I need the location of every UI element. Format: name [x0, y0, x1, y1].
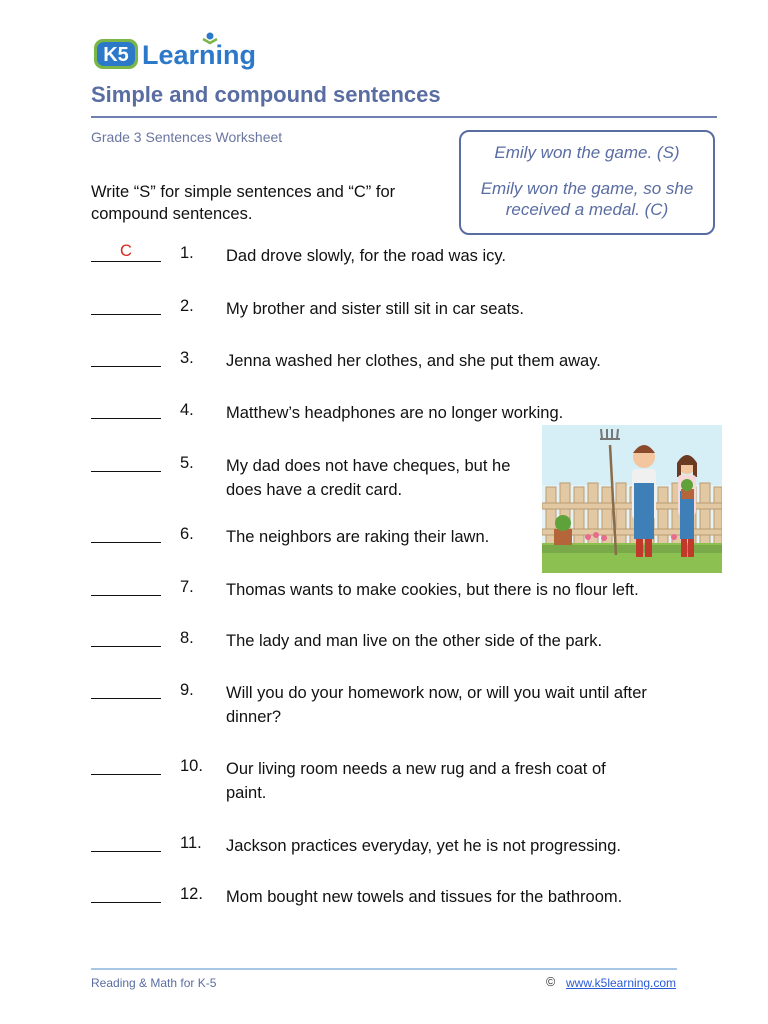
question-sentence: Jackson practices everyday, yet he is not progressing.: [226, 837, 621, 855]
question-sentence: Jenna washed her clothes, and she put them away.: [226, 352, 601, 370]
question-sentence: Our living room needs a new rug and a fresh coat of paint.: [226, 760, 606, 802]
question-number: 11.: [180, 834, 202, 852]
answer-blank: [91, 542, 161, 543]
instructions: Write “S” for simple sentences and “C” for compound sentences.: [91, 183, 396, 223]
answer-blank: [91, 314, 161, 315]
question-sentence: The neighbors are raking their lawn.: [226, 528, 490, 546]
question-sentence: Will you do your homework now, or will you wait until after dinner?: [226, 684, 647, 726]
question-sentence: My brother and sister still sit in car seats.: [226, 300, 525, 318]
answer-blank: [91, 471, 161, 472]
answer-blank: [91, 261, 161, 262]
question-number: 10.: [180, 757, 203, 775]
question-number: 7.: [180, 578, 194, 596]
worksheet-subtitle: Grade 3 Sentences Worksheet: [91, 129, 283, 145]
logo-wordmark: Learning: [142, 40, 257, 70]
question-number: 6.: [180, 525, 194, 543]
title-divider: [91, 116, 717, 118]
question-sentence: My dad does not have cheques, but he does have a credit card.: [226, 457, 511, 499]
logo-badge-text: K5: [103, 44, 129, 66]
question-sentence: Thomas wants to make cookies, but there is no flour left.: [226, 581, 639, 599]
logo-figure-icon: [207, 33, 214, 40]
question-number: 5.: [180, 454, 194, 472]
answer-blank: [91, 851, 161, 852]
answer-blank: [91, 418, 161, 419]
question-number: 8.: [180, 629, 194, 647]
answer-blank: [91, 774, 161, 775]
question-sentence: Mom bought new towels and tissues for the bathroom.: [226, 888, 623, 906]
example-compound: Emily won the game, so she received a medal. (C): [480, 179, 694, 219]
answer-blank: [91, 902, 161, 903]
question-number: 4.: [180, 401, 194, 419]
answer-blank: [91, 595, 161, 596]
question-number: 3.: [180, 349, 194, 367]
example-box: [459, 130, 715, 235]
answer-blank: [91, 698, 161, 699]
example-simple: Emily won the game. (S): [494, 143, 680, 162]
question-sentence: Dad drove slowly, for the road was icy.: [226, 247, 507, 265]
question-number: 2.: [180, 297, 194, 315]
k5-learning-logo: [92, 30, 257, 72]
footer-tagline: Reading & Math for K-5: [91, 976, 217, 990]
gardeners-illustration: [542, 425, 722, 573]
answer-text: C: [120, 242, 132, 260]
footer-divider: [91, 968, 677, 970]
question-number: 12.: [180, 885, 203, 903]
website-link[interactable]: www.k5learning.com: [566, 976, 677, 990]
question-sentence: Matthew’s headphones are no longer working.: [226, 404, 564, 422]
page-title: Simple and compound sentences: [91, 82, 441, 107]
question-sentence: The lady and man live on the other side of the park.: [226, 632, 603, 650]
answer-blank: [91, 646, 161, 647]
question-number: 1.: [180, 244, 194, 262]
question-number: 9.: [180, 681, 194, 699]
answer-blank: [91, 366, 161, 367]
copyright-symbol: ©: [546, 975, 556, 989]
